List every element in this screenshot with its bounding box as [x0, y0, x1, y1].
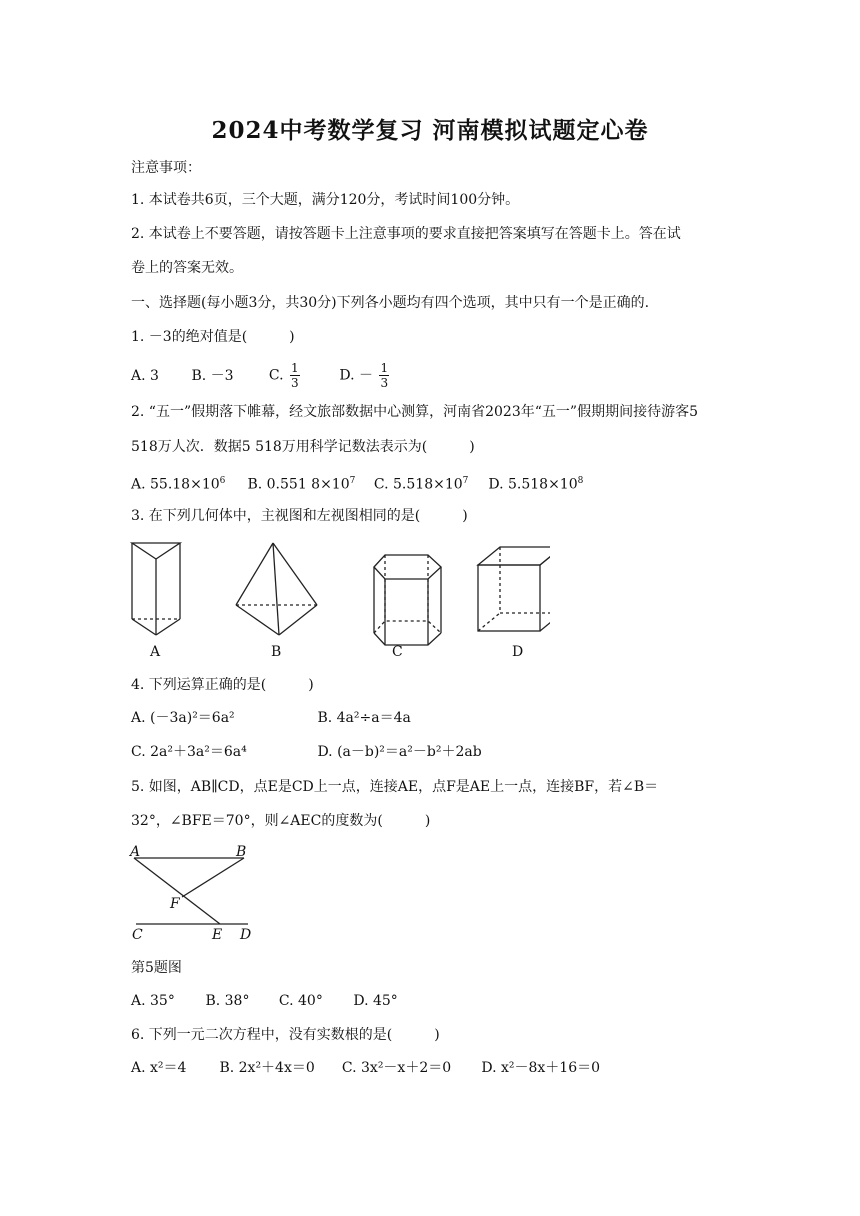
- solid-d-cube: [478, 547, 550, 631]
- line-bf: [182, 858, 244, 897]
- solid-c-hexagonal-prism: [374, 555, 441, 645]
- q1-option-a: A. 3: [131, 367, 159, 384]
- q1-option-d: [339, 361, 391, 390]
- q1-stem: 1. －3的绝对值是( ): [131, 329, 295, 345]
- q5-option-c: C. 40°: [278, 993, 323, 1009]
- q6-stem: 6. 下列一元二次方程中，没有实数根的是( ): [131, 1027, 440, 1043]
- q2-option-a: [131, 471, 243, 495]
- section1-heading: 一、选择题(每小题3分，共30分)下列各小题均有四个选项，其中只有一个是正确的.: [131, 295, 650, 311]
- label-f: F: [170, 896, 180, 912]
- q1-options: [131, 361, 391, 390]
- solid-a-label: A: [150, 644, 161, 660]
- q1-option-d-prefix: D. －: [339, 367, 373, 384]
- solid-c-label: C: [392, 644, 403, 660]
- q1-option-d-denominator: 3: [380, 376, 389, 390]
- solid-d-label: D: [512, 644, 524, 660]
- q2-option-d-exp: 8: [577, 476, 584, 486]
- q2-options: [131, 471, 583, 495]
- q4-option-a: A. (－3a)²＝6a²: [131, 710, 235, 726]
- q2-option-c-exp: 7: [462, 476, 469, 486]
- q6-options: [131, 1058, 600, 1078]
- q5-option-a: A. 35°: [131, 993, 175, 1009]
- q5-caption: 第5题图: [131, 960, 182, 976]
- q1-option-b: B. －3: [191, 367, 234, 384]
- q6-option-d: D. x²－8x＋16＝0: [481, 1060, 601, 1076]
- q2-option-c-base: C. 5.518×10: [373, 476, 463, 493]
- label-a: A: [130, 844, 141, 860]
- q2-line1: 2. “五一”假期落下帷幕，经文旅部数据中心测算，河南省2023年“五一”假期期间接待游客5: [131, 404, 698, 420]
- q4-option-c: C. 2a²＋3a²＝6a⁴: [131, 744, 247, 760]
- notice-item-2-line2: 卷上的答案无效。: [131, 260, 243, 276]
- q4-option-d: D. (a－b)²＝a²－b²＋2ab: [317, 744, 482, 760]
- line-ae: [134, 858, 220, 924]
- q6-option-b: B. 2x²＋4x＝0: [219, 1060, 315, 1076]
- q2-option-b-base: B. 0.551 8×10: [247, 476, 350, 493]
- q2-option-b: [247, 471, 369, 495]
- q5-option-b: B. 38°: [205, 993, 250, 1009]
- q2-option-d: [488, 471, 583, 495]
- notice-item-1: 1. 本试卷共6页，三个大题，满分120分，考试时间100分钟。: [131, 192, 520, 208]
- q5-line1: 5. 如图，AB∥CD，点E是CD上一点，连接AE，点F是AE上一点，连接BF，若∠B＝: [131, 779, 659, 795]
- label-e: E: [212, 927, 223, 943]
- q4-stem: 4. 下列运算正确的是( ): [131, 677, 314, 693]
- q4-options-row2: [131, 742, 482, 762]
- solid-a-triangular-prism: [132, 543, 180, 635]
- q3-solids-figure: [120, 535, 550, 665]
- page-title: 2024中考数学复习 河南模拟试题定心卷: [211, 117, 649, 144]
- q4-options-row1: [131, 708, 411, 728]
- q1-option-c-denominator: 3: [291, 376, 299, 390]
- q1-option-c-prefix: C.: [268, 367, 284, 384]
- notice-heading: 注意事项：: [131, 160, 201, 176]
- q2-line2: 518万人次．数据5 518万用科学记数法表示为( ): [131, 439, 475, 455]
- label-b: B: [236, 844, 247, 860]
- q1-option-c: [269, 361, 335, 390]
- q5-figure: [126, 840, 266, 945]
- solid-b-pyramid: [236, 543, 317, 635]
- q5-option-d: D. 45°: [353, 993, 398, 1009]
- q2-option-a-base: A. 55.18×10: [131, 476, 220, 493]
- q1-option-c-numerator: 1: [291, 361, 299, 375]
- solid-b-label: B: [271, 644, 282, 660]
- label-d: D: [240, 927, 252, 943]
- q2-option-b-exp: 7: [349, 476, 356, 486]
- notice-item-2-line1: 2. 本试卷上不要答题，请按答题卡上注意事项的要求直接把答案填写在答题卡上。答在试: [131, 226, 681, 242]
- q1-option-c-fraction: [290, 361, 300, 390]
- label-c: C: [132, 927, 143, 943]
- q2-option-d-base: D. 5.518×10: [488, 476, 578, 493]
- q5-options: [131, 991, 398, 1011]
- q6-option-a: A. x²＝4: [131, 1060, 187, 1076]
- q1-option-d-fraction: [379, 361, 389, 390]
- q3-stem: 3. 在下列几何体中，主视图和左视图相同的是( ): [131, 508, 468, 524]
- q2-option-c: [374, 471, 484, 495]
- q1-option-d-numerator: 1: [380, 361, 389, 375]
- q6-option-c: C. 3x²－x＋2＝0: [341, 1060, 452, 1076]
- q2-option-a-exp: 6: [219, 476, 226, 486]
- q4-option-b: B. 4a²÷a＝4a: [317, 710, 411, 726]
- q5-line2: 32°，∠BFE＝70°，则∠AEC的度数为( ): [131, 813, 431, 829]
